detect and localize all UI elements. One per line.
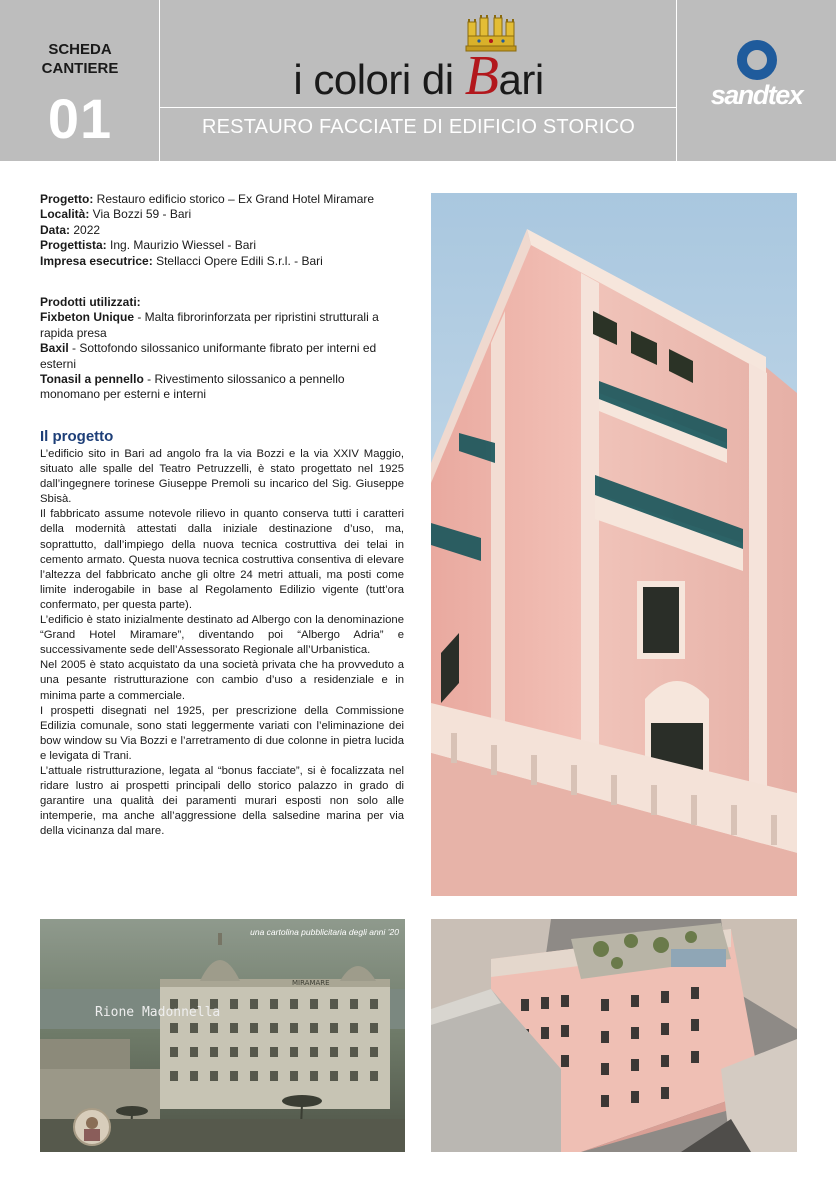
info-data: Data: 2022 [40, 222, 101, 237]
project-description [40, 447, 404, 839]
project-paragraph: Nel 2005 è stato acquistato da una società privata che ha provveduto a una pesante ristrutturazione con cambio d’uso a residenziale e in minima parte a commerciale. [40, 659, 404, 702]
brand-title [160, 44, 677, 107]
project-paragraph: L’attuale ristrutturazione, legata al “bonus facciate”, si è focalizzata nel ridare lustro ai prospetti principali dello storico palazzo in grado di garantire una qualità dei paramenti murari esposti non solo alle intemperie, ma anche all’aggressione della salsedine marina per via della vicinanza dal mare. [40, 764, 404, 838]
postcard-hotel-sign: MIRAMARE [292, 979, 330, 987]
scheda-number: 01 [47, 87, 113, 150]
project-paragraph: I prospetti disegnati nel 1925, per prescrizione della Commissione Edilizia comunale, sono stati leggermente variati con l’eliminazione dei bow window su Via Bozzi e l’arretramento di due colonne in pietra lucida e levigata di Trani. [40, 704, 404, 762]
sandtex-logo-icon [737, 40, 777, 80]
brand-suffix: ari [498, 56, 544, 103]
project-paragraph: L’edificio sito in Bari ad angolo fra la via Bozzi e la via XXIV Maggio, situato alle spalle del Teatro Petruzzelli, è stato progettato nel 1925 dall’ingegnere torinese Giuseppe Premoli su incarico del Sig. Giuseppe Sbisà. [40, 448, 404, 506]
aerial-photo [431, 919, 797, 1152]
postcard-label: Rione Madonnella [95, 1005, 221, 1020]
vintage-postcard [40, 919, 405, 1152]
products-heading: Prodotti utilizzati: [40, 295, 141, 309]
products-used [40, 295, 406, 403]
product-fixbeton: Fixbeton Unique - Malta fibrorinforzata per ripristini strutturali a rapida presa [40, 310, 379, 340]
project-info [40, 192, 406, 269]
postcard-caption: una cartolina pubblicitaria degli anni ’20 [250, 927, 399, 937]
info-progetto: Progetto: Restauro edificio storico – Ex Grand Hotel Miramare [40, 192, 375, 206]
brand-prefix: i colori di [293, 56, 465, 103]
info-impresa: Impresa esecutrice: Stellacci Opere Edili S.r.l. - Bari [40, 253, 323, 268]
header-divider [160, 107, 677, 108]
header-subtitle: RESTAURO FACCIATE DI EDIFICIO STORICO [202, 116, 635, 138]
scheda-cantiere-label [0, 40, 160, 78]
project-paragraph: L’edificio è stato inizialmente destinato ad Albergo con la denominazione “Grand Hotel Miramare”, diventando poi “Albergo Adria” e successivamente sede dell’Assessorato Regionale all’Urbanistica. [40, 614, 404, 657]
brand-b: B [464, 45, 499, 107]
product-tonasil: Tonasil a pennello - Rivestimento silossanico a pennello monomano per esterni e interni [40, 372, 345, 402]
sandtex-logo-text: sandtex [710, 80, 803, 110]
product-baxil: Baxil - Sottofondo silossanico uniformante fibrato per interni ed esterni [40, 341, 377, 371]
facade-photo [431, 193, 797, 896]
project-heading: Il progetto [40, 428, 114, 445]
info-progettista: Progettista: Ing. Maurizio Wiessel - Bari [40, 238, 257, 253]
scheda-line-2: CANTIERE [41, 60, 119, 77]
info-localita: Località: Via Bozzi 59 - Bari [40, 207, 192, 222]
scheda-line-1: SCHEDA [48, 41, 112, 58]
project-paragraph: Il fabbricato assume notevole rilievo in quanto conserva tutti i caratteri della modernità attestati dalla iniziale destinazione d’uso, ma, soprattutto, dall’impiego della nuova tecnica costruttiva dei telai in cemento armato. Questa nuova tecnica costruttiva consentiva di elevare l’altezza del fabbricato anche gli oltre 24 metri attuali, ma posti come limite inderogabile in base al Regolamento Edilizio vigente (tutt’ora confermato, per questa parte). [40, 508, 404, 611]
